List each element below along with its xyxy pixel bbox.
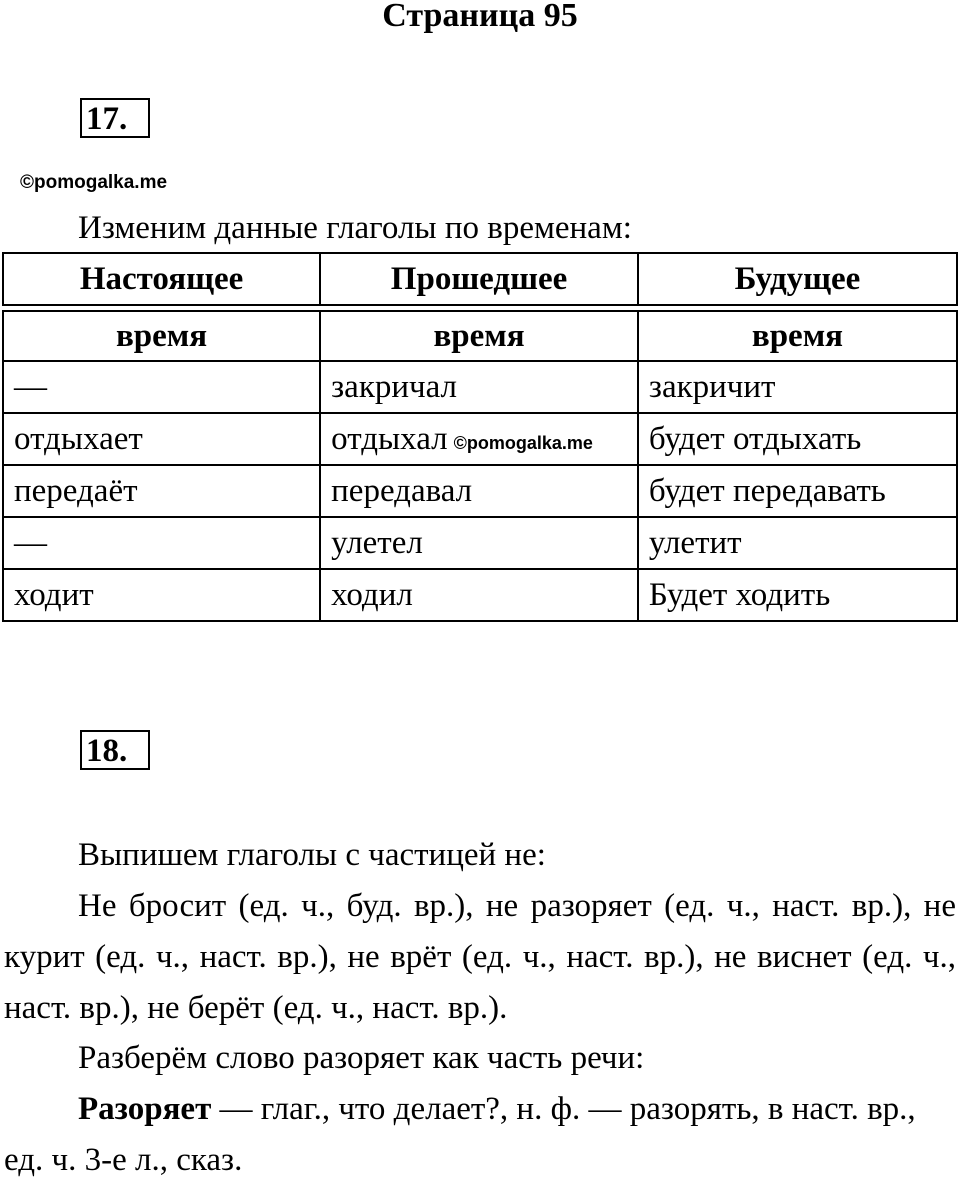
- table-header-row-1: [3, 253, 957, 305]
- table-row: [3, 517, 957, 569]
- task-17-number-text: 17: [86, 101, 119, 137]
- header-present-time: время: [3, 311, 320, 361]
- cell-present: —: [3, 517, 320, 569]
- cell-future: закричит: [638, 361, 957, 413]
- header-future-time: время: [638, 311, 957, 361]
- task-17-intro: Изменим данные глаголы по временам:: [78, 210, 632, 246]
- cell-past: ходил: [320, 569, 638, 621]
- header-future: Будущее: [638, 253, 957, 305]
- cell-past: передавал: [320, 465, 638, 517]
- parsed-word-analysis: — глаг., что делает?, н. ф. — разорять, в наст. вр., ед. ч. 3-е л., сказ.: [4, 1091, 916, 1178]
- table-header-row-2: [3, 311, 957, 361]
- cell-present: —: [3, 361, 320, 413]
- cell-future: будет отдыхать: [638, 413, 957, 465]
- cell-present: передаёт: [3, 465, 320, 517]
- cell-past-with-watermark: [320, 413, 638, 465]
- cell-future: будет передавать: [638, 465, 957, 517]
- table-row: [3, 413, 957, 465]
- task-18-number-text: 18: [86, 733, 119, 769]
- cell-present: отдыхает: [3, 413, 320, 465]
- task-18-line-1: Выпишем глаголы с частицей не:: [78, 837, 546, 873]
- cell-past: закричал: [320, 361, 638, 413]
- task-18-number: [80, 730, 150, 770]
- task-17-dot: .: [119, 101, 128, 137]
- cell-past: улетел: [320, 517, 638, 569]
- cell-future: улетит: [638, 517, 957, 569]
- parsed-word: Разоряет: [78, 1091, 212, 1127]
- header-present: Настоящее: [3, 253, 320, 305]
- task-18-line-3: Разберём слово разоряет как часть речи:: [78, 1040, 645, 1076]
- table-row: [3, 569, 957, 621]
- table-row: [3, 361, 957, 413]
- task-18-paragraph-2: Не бросит (ед. ч., буд. вр.), не разоряет (ед. ч., наст. вр.), не курит (ед. ч., наст. вр.), не врёт (ед. ч., наст. вр.), не виснет (ед. ч., наст. вр.), не берёт (ед. ч., наст. вр.).: [4, 888, 956, 1026]
- verb-tense-table: [2, 252, 958, 622]
- task-17-number: [80, 98, 150, 138]
- cell-future: Будет ходить: [638, 569, 957, 621]
- page-title: Страница 95: [382, 0, 578, 34]
- table-row: [3, 465, 957, 517]
- cell-past: отдыхал: [331, 420, 448, 457]
- task-18-paragraph-4: [4, 1084, 956, 1186]
- cell-present: ходит: [3, 569, 320, 621]
- task-18-dot: .: [119, 733, 128, 769]
- watermark-inline: ©pomogalka.me: [453, 432, 593, 453]
- header-past-time: время: [320, 311, 638, 361]
- header-past: Прошедшее: [320, 253, 638, 305]
- watermark-top: ©pomogalka.me: [20, 172, 168, 193]
